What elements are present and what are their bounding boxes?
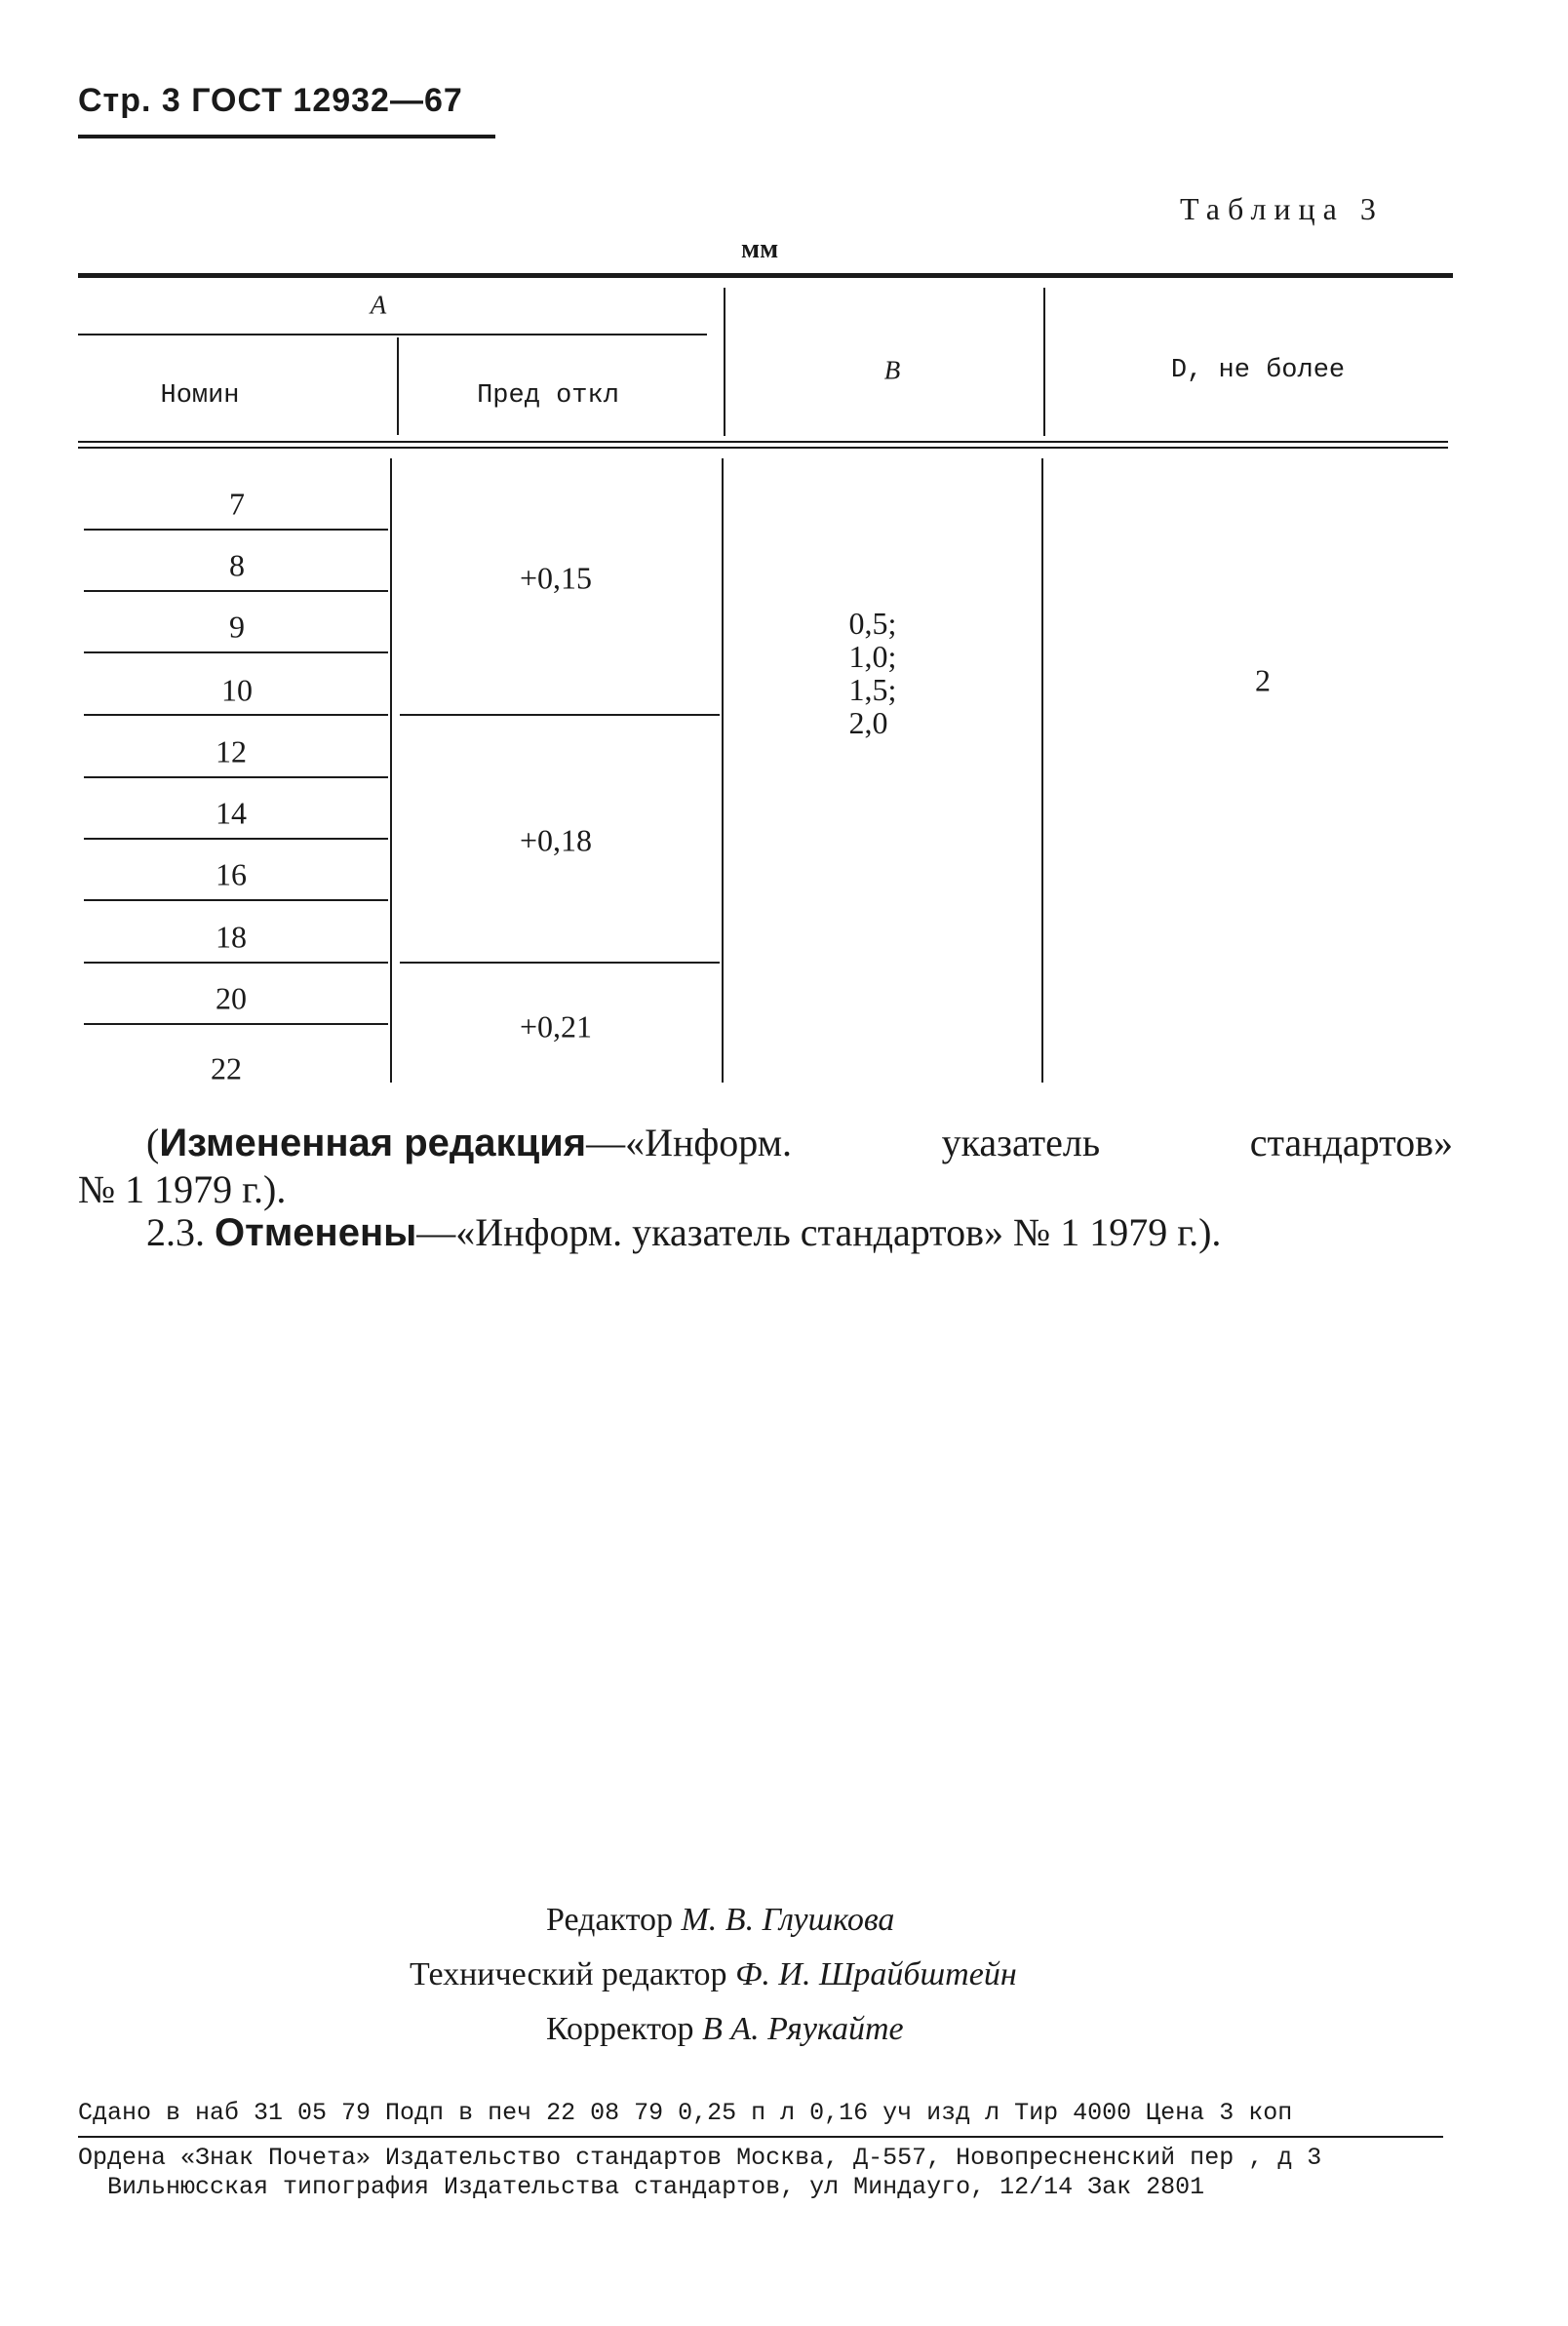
body-vline-d — [1041, 458, 1043, 1083]
note1-paren: ( — [146, 1121, 160, 1164]
col-d-label: D, не более — [1170, 356, 1346, 385]
nominal-value: 20 — [216, 980, 247, 1016]
b-value: 2,0 — [848, 705, 888, 740]
table-units: мм — [741, 234, 779, 264]
note2-number: 2.3. — [146, 1210, 205, 1254]
col-a-header: A — [370, 290, 387, 320]
table-top-rule — [78, 273, 1453, 278]
nominal-value: 7 — [229, 486, 245, 522]
note2-bold: Отменены — [215, 1211, 417, 1254]
imprint-printer: Вильнюсская типография Издательства стандартов, ул Миндауго, 12/14 Зак 2801 — [107, 2173, 1205, 2201]
note1-bold: Измененная редакция — [159, 1122, 587, 1164]
nominal-value: 9 — [229, 609, 245, 645]
nominal-value: 16 — [216, 856, 247, 892]
corrector-label: Корректор — [546, 2011, 694, 2047]
row-rule — [84, 714, 388, 716]
b-value: 1,5; — [848, 672, 897, 707]
page-header: Стр. 3 ГОСТ 12932—67 — [78, 82, 463, 119]
dimensions-table — [78, 273, 1453, 1092]
header-vline-b — [724, 288, 725, 436]
row-rule — [84, 651, 388, 653]
row-rule — [84, 838, 388, 840]
note1-word2: указатель — [941, 1121, 1101, 1164]
amendment-note-line2: № 1 1979 г.). — [78, 1167, 287, 1211]
note1-part1 — [146, 1120, 792, 1165]
imprint-print-data: Сдано в наб 31 05 79 Подп в печ 22 08 79 0,25 п л 0,16 уч изд л Тир 4000 Цена 3 коп — [78, 2099, 1293, 2127]
note2-rest: —«Информ. указатель стандартов» № 1 1979 г.). — [416, 1210, 1222, 1254]
header-rule — [78, 135, 495, 138]
note1-word1: —«Информ. — [586, 1121, 793, 1164]
cancellation-note — [146, 1209, 1221, 1255]
d-value: 2 — [1255, 662, 1271, 698]
row-rule — [84, 776, 388, 778]
editor-name: М. В. Глушкова — [681, 1902, 895, 1938]
tech-editor-label: Технический редактор — [410, 1956, 727, 1992]
b-values — [849, 607, 897, 739]
col-a-pred-header: Пред откл — [477, 381, 619, 411]
deviation-value: +0,15 — [519, 560, 593, 596]
body-vline-b — [722, 458, 724, 1083]
col-b-header: B — [883, 355, 901, 385]
deviation-group-rule — [400, 714, 720, 716]
tech-editor-name: Ф. И. Шрайбштейн — [735, 1956, 1017, 1992]
credit-corrector — [546, 2011, 904, 2048]
header-double-rule-1 — [78, 441, 1448, 443]
nominal-value: 10 — [221, 672, 253, 708]
row-rule — [84, 590, 388, 592]
deviation-value: +0,18 — [519, 822, 593, 858]
header-double-rule-2 — [78, 447, 1448, 449]
editor-label: Редактор — [546, 1902, 673, 1938]
row-rule — [84, 962, 388, 964]
header-vline-a — [397, 337, 399, 435]
note1-word3: стандартов» — [1249, 1121, 1453, 1164]
deviation-group-rule — [400, 962, 720, 964]
b-value: 1,0; — [848, 639, 897, 674]
row-rule — [84, 899, 388, 901]
amendment-note — [146, 1120, 1453, 1165]
header-vline-d — [1043, 288, 1045, 436]
imprint-publisher: Ордена «Знак Почета» Издательство стандартов Москва, Д-557, Новопресненский пер , д 3 — [78, 2144, 1322, 2172]
nominal-value: 22 — [211, 1050, 242, 1086]
credit-editor — [546, 1902, 894, 1939]
row-rule — [84, 1023, 388, 1025]
credit-tech-editor — [410, 1956, 1017, 1993]
col-a-underline — [78, 334, 707, 335]
nominal-value: 8 — [229, 547, 245, 583]
corrector-name: В А. Ряукайте — [702, 2011, 904, 2047]
table-caption: Таблица 3 — [1180, 191, 1384, 226]
b-value: 0,5; — [848, 606, 897, 641]
nominal-value: 14 — [216, 795, 247, 831]
col-a-nomin-header: Номин — [160, 381, 240, 411]
body-vline-a — [390, 458, 392, 1083]
nominal-value: 12 — [216, 733, 247, 769]
deviation-value: +0,21 — [519, 1008, 593, 1045]
imprint-rule — [78, 2136, 1443, 2138]
col-d-header — [1171, 356, 1345, 385]
nominal-value: 18 — [216, 919, 247, 955]
row-rule — [84, 529, 388, 531]
